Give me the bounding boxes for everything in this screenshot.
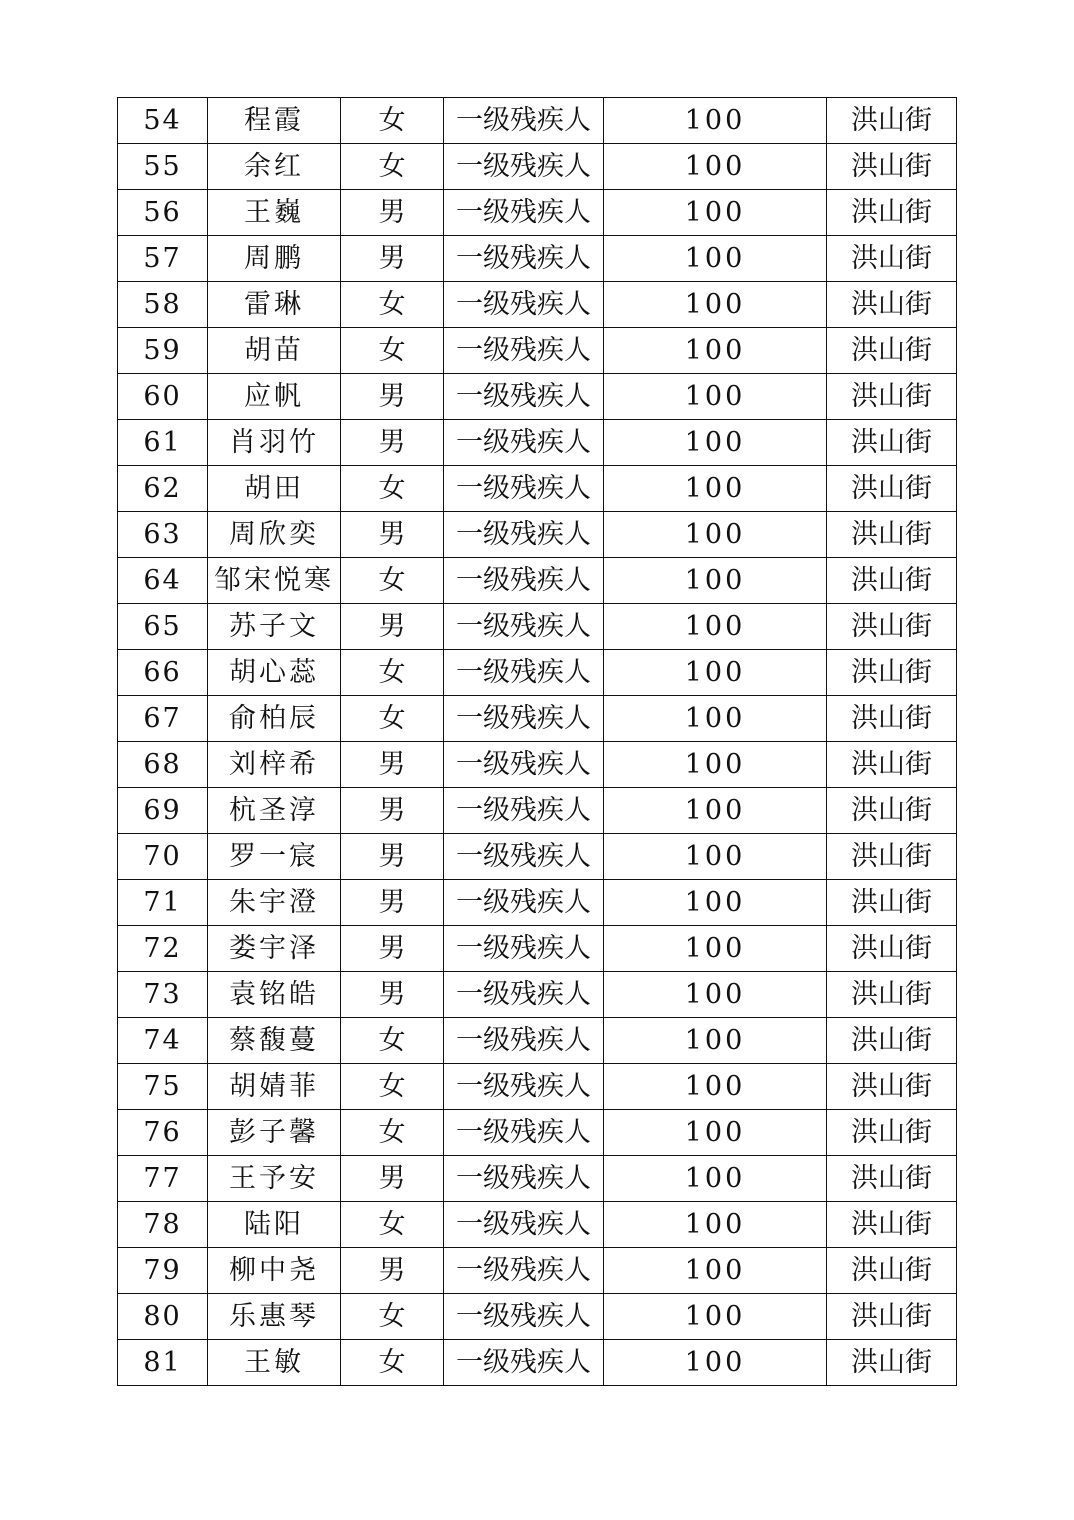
cell-gender: 男 xyxy=(341,926,444,972)
cell-number: 67 xyxy=(118,696,208,742)
cell-disability-type: 一级残疾人 xyxy=(444,98,604,144)
cell-amount: 100 xyxy=(604,834,827,880)
cell-name: 余红 xyxy=(208,144,341,190)
cell-amount: 100 xyxy=(604,1018,827,1064)
cell-disability-type: 一级残疾人 xyxy=(444,880,604,926)
cell-amount: 100 xyxy=(604,1064,827,1110)
table-row xyxy=(118,696,957,742)
cell-gender: 男 xyxy=(341,788,444,834)
cell-amount: 100 xyxy=(604,328,827,374)
cell-name: 乐惠琴 xyxy=(208,1294,341,1340)
cell-amount: 100 xyxy=(604,880,827,926)
cell-street: 洪山街 xyxy=(827,880,957,926)
cell-name: 蔡馥蔓 xyxy=(208,1018,341,1064)
roster-table-body xyxy=(118,98,957,1386)
cell-name: 胡心蕊 xyxy=(208,650,341,696)
cell-name: 朱宇澄 xyxy=(208,880,341,926)
cell-number: 78 xyxy=(118,1202,208,1248)
cell-name: 程霞 xyxy=(208,98,341,144)
table-row xyxy=(118,650,957,696)
cell-street: 洪山街 xyxy=(827,1202,957,1248)
cell-gender: 男 xyxy=(341,236,444,282)
cell-street: 洪山街 xyxy=(827,1110,957,1156)
cell-name: 苏子文 xyxy=(208,604,341,650)
cell-number: 80 xyxy=(118,1294,208,1340)
cell-disability-type: 一级残疾人 xyxy=(444,420,604,466)
cell-gender: 女 xyxy=(341,696,444,742)
cell-amount: 100 xyxy=(604,374,827,420)
cell-name: 柳中尧 xyxy=(208,1248,341,1294)
cell-street: 洪山街 xyxy=(827,98,957,144)
cell-disability-type: 一级残疾人 xyxy=(444,696,604,742)
cell-gender: 女 xyxy=(341,650,444,696)
cell-disability-type: 一级残疾人 xyxy=(444,926,604,972)
cell-gender: 女 xyxy=(341,1202,444,1248)
cell-gender: 男 xyxy=(341,420,444,466)
cell-number: 64 xyxy=(118,558,208,604)
cell-name: 王敏 xyxy=(208,1340,341,1386)
cell-gender: 男 xyxy=(341,742,444,788)
cell-amount: 100 xyxy=(604,236,827,282)
cell-amount: 100 xyxy=(604,1202,827,1248)
table-row xyxy=(118,466,957,512)
cell-number: 59 xyxy=(118,328,208,374)
cell-number: 70 xyxy=(118,834,208,880)
cell-number: 57 xyxy=(118,236,208,282)
cell-gender: 女 xyxy=(341,282,444,328)
cell-number: 66 xyxy=(118,650,208,696)
cell-number: 56 xyxy=(118,190,208,236)
cell-disability-type: 一级残疾人 xyxy=(444,558,604,604)
cell-amount: 100 xyxy=(604,742,827,788)
cell-number: 73 xyxy=(118,972,208,1018)
cell-street: 洪山街 xyxy=(827,190,957,236)
cell-name: 王予安 xyxy=(208,1156,341,1202)
cell-disability-type: 一级残疾人 xyxy=(444,512,604,558)
cell-street: 洪山街 xyxy=(827,1248,957,1294)
cell-name: 陆阳 xyxy=(208,1202,341,1248)
cell-number: 75 xyxy=(118,1064,208,1110)
cell-name: 娄宇泽 xyxy=(208,926,341,972)
table-row xyxy=(118,282,957,328)
cell-amount: 100 xyxy=(604,696,827,742)
cell-street: 洪山街 xyxy=(827,650,957,696)
table-row xyxy=(118,144,957,190)
cell-gender: 女 xyxy=(341,98,444,144)
cell-amount: 100 xyxy=(604,926,827,972)
cell-number: 60 xyxy=(118,374,208,420)
cell-amount: 100 xyxy=(604,604,827,650)
cell-street: 洪山街 xyxy=(827,512,957,558)
roster-table xyxy=(117,97,957,1386)
cell-number: 69 xyxy=(118,788,208,834)
cell-name: 王巍 xyxy=(208,190,341,236)
cell-name: 刘梓希 xyxy=(208,742,341,788)
cell-name: 彭子馨 xyxy=(208,1110,341,1156)
table-row xyxy=(118,1294,957,1340)
cell-disability-type: 一级残疾人 xyxy=(444,144,604,190)
table-row xyxy=(118,1018,957,1064)
cell-amount: 100 xyxy=(604,1110,827,1156)
cell-name: 胡婧菲 xyxy=(208,1064,341,1110)
table-row xyxy=(118,512,957,558)
cell-gender: 男 xyxy=(341,374,444,420)
cell-street: 洪山街 xyxy=(827,742,957,788)
cell-gender: 男 xyxy=(341,512,444,558)
cell-gender: 女 xyxy=(341,558,444,604)
cell-number: 54 xyxy=(118,98,208,144)
cell-name: 应帆 xyxy=(208,374,341,420)
cell-name: 袁铭皓 xyxy=(208,972,341,1018)
cell-gender: 女 xyxy=(341,144,444,190)
cell-street: 洪山街 xyxy=(827,696,957,742)
table-row xyxy=(118,1248,957,1294)
cell-gender: 女 xyxy=(341,1294,444,1340)
table-row xyxy=(118,374,957,420)
cell-amount: 100 xyxy=(604,1156,827,1202)
cell-disability-type: 一级残疾人 xyxy=(444,1202,604,1248)
cell-name: 胡苗 xyxy=(208,328,341,374)
cell-amount: 100 xyxy=(604,282,827,328)
table-row xyxy=(118,742,957,788)
cell-street: 洪山街 xyxy=(827,972,957,1018)
cell-gender: 女 xyxy=(341,1064,444,1110)
table-row xyxy=(118,1202,957,1248)
cell-gender: 男 xyxy=(341,972,444,1018)
cell-number: 62 xyxy=(118,466,208,512)
cell-disability-type: 一级残疾人 xyxy=(444,1156,604,1202)
cell-street: 洪山街 xyxy=(827,926,957,972)
table-row xyxy=(118,834,957,880)
cell-disability-type: 一级残疾人 xyxy=(444,1294,604,1340)
cell-amount: 100 xyxy=(604,512,827,558)
cell-amount: 100 xyxy=(604,1248,827,1294)
cell-disability-type: 一级残疾人 xyxy=(444,650,604,696)
cell-number: 71 xyxy=(118,880,208,926)
cell-street: 洪山街 xyxy=(827,1018,957,1064)
cell-amount: 100 xyxy=(604,558,827,604)
table-row xyxy=(118,788,957,834)
cell-gender: 女 xyxy=(341,1340,444,1386)
cell-name: 周鹏 xyxy=(208,236,341,282)
table-row xyxy=(118,420,957,466)
cell-number: 72 xyxy=(118,926,208,972)
table-row xyxy=(118,972,957,1018)
cell-disability-type: 一级残疾人 xyxy=(444,1110,604,1156)
cell-disability-type: 一级残疾人 xyxy=(444,834,604,880)
cell-number: 58 xyxy=(118,282,208,328)
cell-number: 81 xyxy=(118,1340,208,1386)
cell-number: 77 xyxy=(118,1156,208,1202)
cell-gender: 男 xyxy=(341,604,444,650)
cell-disability-type: 一级残疾人 xyxy=(444,466,604,512)
table-row xyxy=(118,236,957,282)
cell-amount: 100 xyxy=(604,144,827,190)
cell-street: 洪山街 xyxy=(827,420,957,466)
cell-number: 74 xyxy=(118,1018,208,1064)
cell-number: 61 xyxy=(118,420,208,466)
cell-gender: 女 xyxy=(341,1110,444,1156)
cell-number: 76 xyxy=(118,1110,208,1156)
cell-street: 洪山街 xyxy=(827,604,957,650)
table-row xyxy=(118,604,957,650)
cell-amount: 100 xyxy=(604,788,827,834)
cell-street: 洪山街 xyxy=(827,788,957,834)
cell-name: 邹宋悦寒 xyxy=(208,558,341,604)
table-row xyxy=(118,926,957,972)
cell-number: 65 xyxy=(118,604,208,650)
cell-gender: 男 xyxy=(341,1156,444,1202)
cell-street: 洪山街 xyxy=(827,374,957,420)
cell-name: 雷琳 xyxy=(208,282,341,328)
cell-amount: 100 xyxy=(604,98,827,144)
table-row xyxy=(118,1110,957,1156)
cell-disability-type: 一级残疾人 xyxy=(444,742,604,788)
cell-gender: 女 xyxy=(341,328,444,374)
table-row xyxy=(118,1340,957,1386)
cell-street: 洪山街 xyxy=(827,466,957,512)
cell-gender: 男 xyxy=(341,834,444,880)
cell-name: 罗一宸 xyxy=(208,834,341,880)
cell-number: 55 xyxy=(118,144,208,190)
cell-street: 洪山街 xyxy=(827,1156,957,1202)
cell-disability-type: 一级残疾人 xyxy=(444,328,604,374)
cell-gender: 男 xyxy=(341,880,444,926)
cell-disability-type: 一级残疾人 xyxy=(444,788,604,834)
cell-disability-type: 一级残疾人 xyxy=(444,1248,604,1294)
cell-street: 洪山街 xyxy=(827,1340,957,1386)
cell-amount: 100 xyxy=(604,190,827,236)
cell-gender: 男 xyxy=(341,190,444,236)
cell-disability-type: 一级残疾人 xyxy=(444,1064,604,1110)
table-row xyxy=(118,1064,957,1110)
table-row xyxy=(118,98,957,144)
cell-name: 胡田 xyxy=(208,466,341,512)
cell-street: 洪山街 xyxy=(827,558,957,604)
cell-disability-type: 一级残疾人 xyxy=(444,604,604,650)
cell-amount: 100 xyxy=(604,1340,827,1386)
cell-amount: 100 xyxy=(604,1294,827,1340)
cell-street: 洪山街 xyxy=(827,236,957,282)
table-row xyxy=(118,558,957,604)
cell-gender: 男 xyxy=(341,1248,444,1294)
cell-name: 周欣奕 xyxy=(208,512,341,558)
table-row xyxy=(118,190,957,236)
cell-number: 79 xyxy=(118,1248,208,1294)
cell-amount: 100 xyxy=(604,972,827,1018)
table-row xyxy=(118,328,957,374)
cell-number: 63 xyxy=(118,512,208,558)
cell-disability-type: 一级残疾人 xyxy=(444,374,604,420)
cell-gender: 女 xyxy=(341,466,444,512)
table-row xyxy=(118,880,957,926)
cell-disability-type: 一级残疾人 xyxy=(444,972,604,1018)
cell-disability-type: 一级残疾人 xyxy=(444,190,604,236)
cell-disability-type: 一级残疾人 xyxy=(444,236,604,282)
cell-amount: 100 xyxy=(604,420,827,466)
cell-number: 68 xyxy=(118,742,208,788)
cell-name: 俞柏辰 xyxy=(208,696,341,742)
cell-name: 肖羽竹 xyxy=(208,420,341,466)
cell-amount: 100 xyxy=(604,466,827,512)
table-row xyxy=(118,1156,957,1202)
cell-street: 洪山街 xyxy=(827,834,957,880)
cell-street: 洪山街 xyxy=(827,1064,957,1110)
cell-street: 洪山街 xyxy=(827,1294,957,1340)
cell-disability-type: 一级残疾人 xyxy=(444,1018,604,1064)
cell-amount: 100 xyxy=(604,650,827,696)
cell-street: 洪山街 xyxy=(827,282,957,328)
cell-street: 洪山街 xyxy=(827,144,957,190)
cell-name: 杭圣淳 xyxy=(208,788,341,834)
cell-disability-type: 一级残疾人 xyxy=(444,282,604,328)
cell-disability-type: 一级残疾人 xyxy=(444,1340,604,1386)
cell-gender: 女 xyxy=(341,1018,444,1064)
cell-street: 洪山街 xyxy=(827,328,957,374)
